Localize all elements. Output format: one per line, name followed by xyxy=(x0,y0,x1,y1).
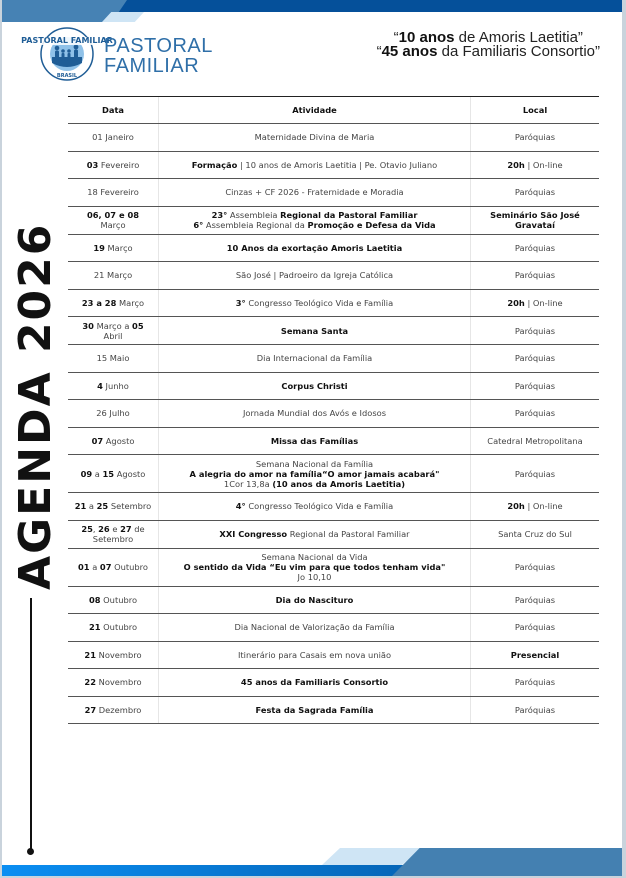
cell-line xyxy=(163,220,466,230)
cell-line xyxy=(163,572,466,582)
activity-cell xyxy=(159,372,471,400)
local-cell xyxy=(471,179,600,207)
agenda-side-title: AGENDA 2026 xyxy=(10,222,61,590)
cell-line xyxy=(475,326,595,336)
cell-line xyxy=(163,353,466,363)
table-row xyxy=(68,151,599,179)
table-header-row xyxy=(68,97,599,124)
cell-line xyxy=(163,529,466,539)
activity-cell xyxy=(159,262,471,290)
bold-text: Formação xyxy=(191,159,238,170)
activity-cell xyxy=(159,124,471,152)
date-cell xyxy=(68,696,159,724)
bold-text: 19 xyxy=(93,242,105,253)
cell-line xyxy=(475,220,595,230)
text: Paróquias xyxy=(514,408,556,419)
table-row xyxy=(68,400,599,428)
cell-line xyxy=(163,298,466,308)
local-cell xyxy=(471,520,600,548)
activity-cell xyxy=(159,614,471,642)
logo-ring-top-text: PASTORAL FAMILIAR xyxy=(21,36,113,45)
date-cell xyxy=(68,548,159,586)
local-cell xyxy=(471,641,600,669)
cell-line xyxy=(475,381,595,391)
local-cell xyxy=(471,345,600,373)
cell-line xyxy=(475,408,595,418)
local-cell xyxy=(471,614,600,642)
text: Agosto xyxy=(114,468,146,479)
table-row xyxy=(68,345,599,373)
bold-text: 25 xyxy=(81,524,93,534)
local-cell xyxy=(471,400,600,428)
text: Jo 10,10 xyxy=(297,572,332,582)
bold-text: A alegria do amor na família“O amor jamais acabará" xyxy=(189,468,440,479)
bold-text: 20h xyxy=(507,159,525,170)
cell-line xyxy=(475,132,595,142)
cell-line xyxy=(163,326,466,336)
bold-text: 27 xyxy=(84,704,97,715)
top-decorative-band xyxy=(2,0,622,12)
bold-text: 45 anos da Familiaris Consortio xyxy=(240,677,389,688)
bold-text: 05 xyxy=(132,320,144,331)
text: Outubro xyxy=(111,562,148,572)
local-cell xyxy=(471,696,600,724)
agenda-table xyxy=(68,96,599,724)
text: Fevereiro xyxy=(98,159,140,170)
text: Paróquias xyxy=(514,132,556,143)
table-row xyxy=(68,669,599,697)
bold-text: 3° xyxy=(235,297,246,308)
local-cell xyxy=(471,289,600,317)
bold-text: Presencial xyxy=(510,649,560,660)
text: | On-line xyxy=(524,501,563,512)
quote-line-2: “45 anos da Familiaris Consortio” xyxy=(376,43,600,60)
text: Setembro xyxy=(92,534,134,544)
cell-line xyxy=(163,187,466,197)
cell-line xyxy=(163,381,466,391)
bold-text: 03 xyxy=(86,159,99,170)
bold-text: 23 a 28 xyxy=(81,297,117,308)
local-cell xyxy=(471,548,600,586)
activity-cell xyxy=(159,317,471,345)
bold-text: 07 xyxy=(99,562,112,572)
activity-cell xyxy=(159,520,471,548)
bold-text: XXI Congresso xyxy=(219,529,288,539)
date-cell xyxy=(68,520,159,548)
activity-cell xyxy=(159,493,471,521)
text: Semana Nacional da Vida xyxy=(261,552,368,562)
table-row xyxy=(68,289,599,317)
local-cell xyxy=(471,206,600,234)
text: Paróquias xyxy=(514,380,556,391)
cell-line xyxy=(475,562,595,572)
date-cell xyxy=(68,289,159,317)
bold-text: (10 anos da Amoris Laetitia) xyxy=(272,478,406,489)
bold-text: 21 xyxy=(74,501,87,512)
text: | On-line xyxy=(524,297,563,308)
bottom-band-dark xyxy=(392,848,622,876)
bold-text: 4 xyxy=(97,380,103,391)
table-row xyxy=(68,234,599,262)
cell-line xyxy=(163,622,466,632)
bold-text: 20h xyxy=(507,501,525,512)
bold-text: 09 xyxy=(80,468,93,479)
text: a xyxy=(86,501,97,512)
date-cell xyxy=(68,151,159,179)
bold-text: Gravataí xyxy=(515,220,555,230)
text: Agosto xyxy=(103,435,135,446)
local-cell xyxy=(471,372,600,400)
text: Paróquias xyxy=(514,594,556,605)
text: São José | Padroeiro da Igreja Católica xyxy=(235,270,394,281)
bold-text: 15 xyxy=(102,468,115,479)
table-row xyxy=(68,124,599,152)
text: Jornada Mundial dos Avós e Idosos xyxy=(242,408,387,419)
table-row xyxy=(68,696,599,724)
text: 21 Março xyxy=(93,270,133,281)
bold-text: 6° xyxy=(193,220,204,230)
text: 26 Julho xyxy=(96,408,130,419)
text: Paróquias xyxy=(514,677,556,688)
bold-text: O sentido da Vida “Eu vim para que todos tenham vida" xyxy=(183,562,446,572)
bold-text: Missa das Famílias xyxy=(270,435,359,446)
table-row xyxy=(68,641,599,669)
cell-line xyxy=(475,595,595,605)
brand-line-2: FAMILIAR xyxy=(104,55,200,77)
activity-cell xyxy=(159,151,471,179)
table-body xyxy=(68,124,599,724)
table-row xyxy=(68,614,599,642)
date-cell xyxy=(68,669,159,697)
bottom-band-gradient xyxy=(2,865,412,876)
cell-line xyxy=(475,187,595,197)
text: a xyxy=(92,468,103,479)
bold-text: Seminário São José xyxy=(490,210,580,220)
cell-line xyxy=(475,677,595,687)
activity-cell xyxy=(159,234,471,262)
text: 18 Fevereiro xyxy=(87,187,139,198)
table-row xyxy=(68,317,599,345)
cell-line xyxy=(475,160,595,170)
logo-ring-bottom-text: BRASIL xyxy=(56,73,78,79)
date-cell xyxy=(68,455,159,493)
cell-line xyxy=(475,705,595,715)
table-row xyxy=(68,206,599,234)
text: 01 Janeiro xyxy=(92,132,134,143)
cell-line xyxy=(475,469,595,479)
bold-text: Semana Santa xyxy=(280,325,349,336)
bold-text: 30 xyxy=(82,320,94,331)
bold-text: 08 xyxy=(88,594,101,605)
bold-text: 21 xyxy=(88,622,101,633)
date-cell xyxy=(68,124,159,152)
cell-line xyxy=(475,243,595,253)
cell-line xyxy=(475,436,595,446)
table-row xyxy=(68,427,599,455)
text: Março xyxy=(100,220,126,230)
local-cell xyxy=(471,455,600,493)
bold-text: Dia do Nascituro xyxy=(275,594,354,605)
text: Junho xyxy=(102,380,129,391)
cell-line xyxy=(163,595,466,605)
bold-text: 26 xyxy=(98,524,110,534)
activity-cell xyxy=(159,345,471,373)
side-vertical-line xyxy=(30,598,32,850)
text: Maternidade Divina de Maria xyxy=(254,132,375,143)
text: Cinzas + CF 2026 - Fraternidade e Moradia xyxy=(225,187,404,198)
text: a xyxy=(89,562,100,572)
activity-cell xyxy=(159,641,471,669)
cell-line xyxy=(163,650,466,660)
brand-name xyxy=(104,36,213,76)
cell-line xyxy=(163,562,466,572)
date-cell xyxy=(68,234,159,262)
cell-line xyxy=(163,132,466,142)
text: Abril xyxy=(103,330,123,341)
cell-line xyxy=(475,650,595,660)
header-local: Local xyxy=(471,97,600,124)
bold-text: Promoção e Defesa da Vida xyxy=(307,220,436,230)
activity-cell xyxy=(159,289,471,317)
text: Março xyxy=(116,297,145,308)
text: Paróquias xyxy=(514,562,556,572)
text: Paróquias xyxy=(514,353,556,364)
activity-cell xyxy=(159,696,471,724)
cell-line xyxy=(163,705,466,715)
text: de xyxy=(131,524,145,534)
header-date: Data xyxy=(68,97,159,124)
date-cell xyxy=(68,493,159,521)
date-cell xyxy=(68,586,159,614)
text: Catedral Metropolitana xyxy=(487,435,583,446)
table-row xyxy=(68,372,599,400)
date-cell xyxy=(68,179,159,207)
local-cell xyxy=(471,151,600,179)
text: Outubro xyxy=(100,594,138,605)
cell-line xyxy=(475,529,595,539)
local-cell xyxy=(471,669,600,697)
table-row xyxy=(68,586,599,614)
local-cell xyxy=(471,586,600,614)
anniversary-quote xyxy=(377,31,600,59)
cell-line xyxy=(163,408,466,418)
cell-line xyxy=(163,469,466,479)
cell-line xyxy=(475,501,595,511)
text: Regional da Pastoral Familiar xyxy=(287,529,410,539)
cell-line xyxy=(163,501,466,511)
table-row xyxy=(68,520,599,548)
text: Congresso Teológico Vida e Família xyxy=(245,501,394,512)
text: Paróquias xyxy=(514,704,556,715)
text: Novembro xyxy=(95,649,142,660)
bold-text: 07 xyxy=(91,435,104,446)
text: Santa Cruz do Sul xyxy=(498,529,572,539)
local-cell xyxy=(471,262,600,290)
date-cell xyxy=(68,262,159,290)
local-cell xyxy=(471,427,600,455)
text: Paróquias xyxy=(514,270,556,281)
text: | On-line xyxy=(524,159,563,170)
text: | 10 anos de Amoris Laetitia | Pe. Otavio Juliano xyxy=(237,159,438,170)
activity-cell xyxy=(159,455,471,493)
text: Itinerário para Casais em nova união xyxy=(237,649,392,660)
text: e xyxy=(109,524,121,534)
cell-line xyxy=(475,270,595,280)
cell-line xyxy=(163,479,466,489)
bold-text: 4° xyxy=(235,501,246,512)
cell-line xyxy=(475,353,595,363)
local-cell xyxy=(471,493,600,521)
bold-text: 23° xyxy=(211,210,228,220)
text: Setembro xyxy=(108,501,152,512)
date-cell xyxy=(68,317,159,345)
text: Assembleia xyxy=(227,210,281,220)
date-cell xyxy=(68,372,159,400)
bold-text: 20h xyxy=(507,297,525,308)
table-row xyxy=(68,455,599,493)
text: 15 Maio xyxy=(96,353,130,364)
date-cell xyxy=(68,400,159,428)
cell-line xyxy=(163,210,466,220)
text: Assembleia Regional da xyxy=(203,220,308,230)
text: Dia Nacional de Valorização da Família xyxy=(234,622,395,633)
cell-line xyxy=(163,243,466,253)
text: , xyxy=(92,524,99,534)
text: Semana Nacional da Família xyxy=(255,458,374,469)
text: Paróquias xyxy=(514,325,556,336)
bold-text: 27 xyxy=(120,524,132,534)
cell-line xyxy=(475,298,595,308)
text: Paróquias xyxy=(514,242,556,253)
bold-text: 06, 07 e 08 xyxy=(86,210,140,220)
text: Outubro xyxy=(100,622,138,633)
table-row xyxy=(68,548,599,586)
date-cell xyxy=(68,427,159,455)
text: Março a xyxy=(93,320,133,331)
text: Março xyxy=(104,242,133,253)
text: Paróquias xyxy=(514,468,556,479)
cell-line xyxy=(475,210,595,220)
bold-text: 21 xyxy=(84,649,96,660)
bottom-decorative-band xyxy=(2,846,622,876)
pastoral-familiar-logo xyxy=(21,27,113,81)
text: Paróquias xyxy=(514,622,556,633)
activity-cell xyxy=(159,206,471,234)
table-row xyxy=(68,179,599,207)
text: Novembro xyxy=(95,677,142,688)
bold-text: Regional da Pastoral Familiar xyxy=(280,210,418,220)
header-activity: Atividade xyxy=(159,97,471,124)
bold-text: 10 Anos da exortação Amoris Laetitia xyxy=(226,242,403,253)
date-cell xyxy=(68,614,159,642)
bold-text: 25 xyxy=(96,501,109,512)
bold-text: 22 xyxy=(84,677,96,688)
text: Dia Internacional da Família xyxy=(256,353,373,364)
date-cell xyxy=(68,345,159,373)
date-cell xyxy=(68,206,159,234)
local-cell xyxy=(471,234,600,262)
local-cell xyxy=(471,124,600,152)
cell-line xyxy=(163,270,466,280)
text: 1Cor 13,8a xyxy=(223,478,273,489)
date-cell xyxy=(68,641,159,669)
cell-line xyxy=(163,677,466,687)
table-row xyxy=(68,262,599,290)
brand-line-1: PASTORAL xyxy=(104,35,213,57)
activity-cell xyxy=(159,179,471,207)
agenda-page xyxy=(2,0,622,876)
local-cell xyxy=(471,317,600,345)
cell-line xyxy=(163,459,466,469)
cell-line xyxy=(475,622,595,632)
activity-cell xyxy=(159,427,471,455)
text: Paróquias xyxy=(514,187,556,198)
cell-line xyxy=(163,160,466,170)
bold-text: Corpus Christi xyxy=(281,380,348,391)
cell-line xyxy=(163,552,466,562)
activity-cell xyxy=(159,669,471,697)
bold-text: Festa da Sagrada Família xyxy=(255,704,374,715)
bold-text: 01 xyxy=(78,562,90,572)
activity-cell xyxy=(159,586,471,614)
cell-line xyxy=(163,436,466,446)
text: Congresso Teológico Vida e Família xyxy=(245,297,394,308)
table-row xyxy=(68,493,599,521)
quote-line-1: “10 anos de Amoris Laetitia” xyxy=(393,29,583,46)
activity-cell xyxy=(159,548,471,586)
text: Dezembro xyxy=(96,704,142,715)
activity-cell xyxy=(159,400,471,428)
